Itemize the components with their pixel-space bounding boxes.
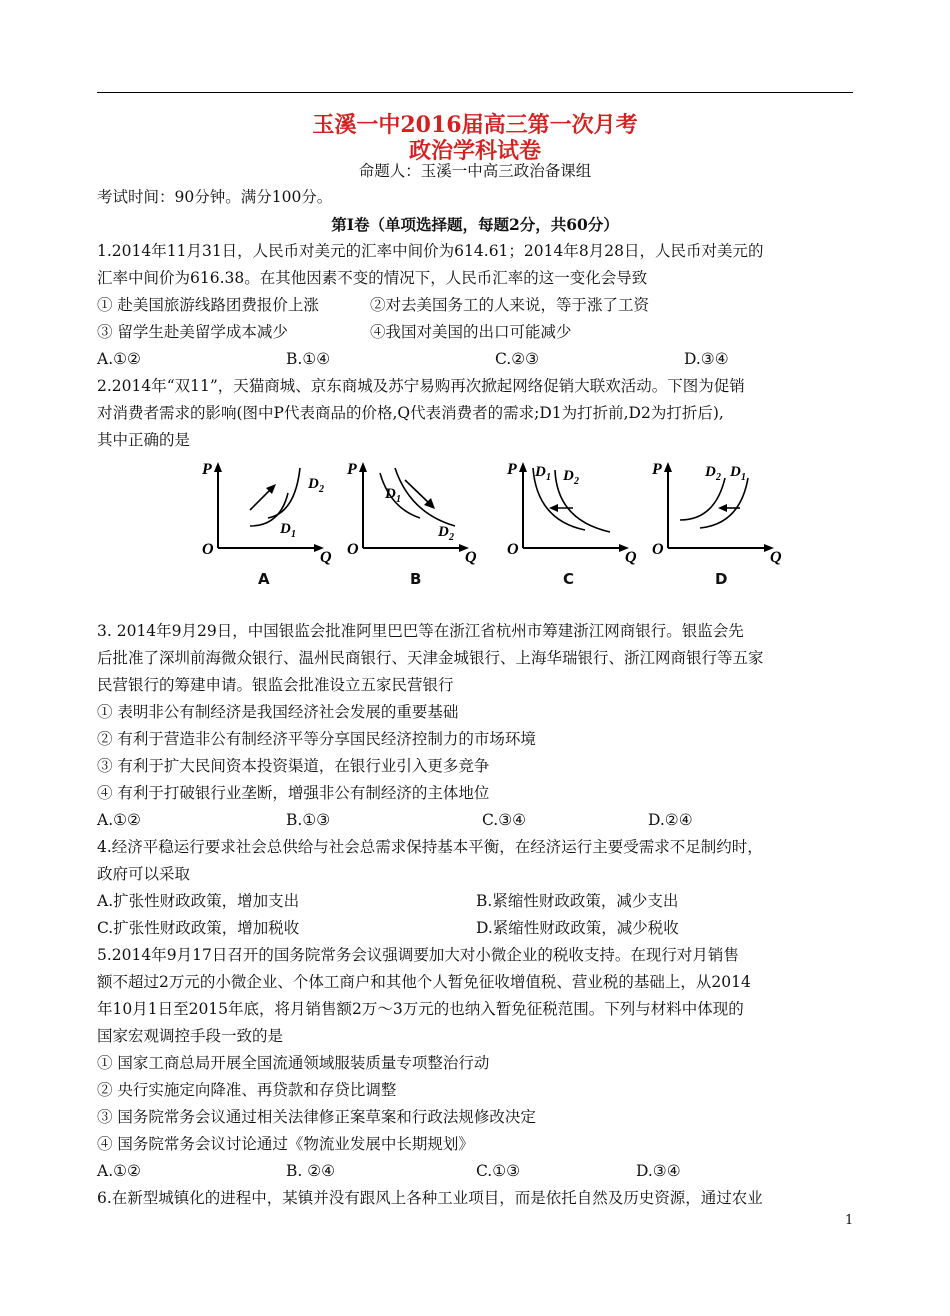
graph-b-label: B (410, 570, 422, 588)
question-5-option-a: A.①② (97, 1162, 141, 1180)
curve-label-sub: 1 (546, 472, 551, 483)
origin-label: O (652, 541, 664, 558)
question-1-option-b: B.①④ (286, 350, 331, 368)
question-1-line: 汇率中间价为616.38。在其他因素不变的情况下，人民币汇率的这一变化会导致 (97, 269, 648, 287)
question-6-line: 6.在新型城镇化的进程中，某镇并没有跟风上各种工业项目，而是依托自然及历史资源，通过农业 (97, 1189, 763, 1207)
demand-graph-d-svg (650, 458, 780, 588)
demand-graph-c (505, 458, 635, 588)
question-4-option-c: C.扩张性财政政策，增加税收 (97, 919, 300, 937)
question-5-item: ② 央行实施定向降准、再贷款和存贷比调整 (97, 1081, 397, 1099)
curve-label-sub: 1 (291, 529, 296, 540)
x-axis-label: Q (320, 549, 332, 566)
question-5-option-c: C.①③ (476, 1162, 521, 1180)
question-4-option-a: A.扩张性财政政策，增加支出 (97, 892, 300, 910)
exam-info: 考试时间：90分钟。满分100分。 (97, 188, 333, 206)
question-4-line: 4.经济平稳运行要求社会总供给与社会总需求保持基本平衡，在经济运行主要受需求不足制约时， (97, 838, 763, 856)
question-2-line: 对消费者需求的影响(图中P代表商品的价格,Q代表消费者的需求;D1为打折前,D2为打折后), (97, 404, 724, 422)
question-1-option-d: D.③④ (684, 350, 729, 368)
question-1-item: ③ 留学生赴美留学成本减少 (97, 323, 288, 341)
question-1-line: 1.2014年11月31日，人民币对美元的汇率中间价为614.61；2014年8月28日，人民币对美元的 (97, 242, 764, 260)
question-1-item: ②对去美国务工的人来说，等于涨了工资 (370, 296, 650, 314)
question-3-option-b: B.①③ (286, 811, 331, 829)
graph-a-label: A (258, 570, 270, 588)
question-2-line: 其中正确的是 (97, 431, 191, 449)
question-3-item: ② 有利于营造非公有制经济平等分享国民经济控制力的市场环境 (97, 730, 536, 748)
question-3-option-c: C.③④ (482, 811, 527, 829)
demand-graph-b (345, 458, 475, 588)
question-4-option-d: D.紧缩性财政政策，减少税收 (476, 919, 679, 937)
demand-graph-b-svg (345, 458, 475, 588)
demand-graph-a-svg (200, 458, 330, 588)
question-5-line: 额不超过2万元的小微企业、个体工商户和其他个人暂免征收增值税、营业税的基础上，从2014 (97, 973, 751, 991)
curve-label-sub: 1 (396, 494, 401, 505)
question-4-option-b: B.紧缩性财政政策，减少支出 (476, 892, 679, 910)
y-axis-label: P (507, 461, 517, 478)
question-5-item: ④ 国务院常务会议讨论通过《物流业发展中长期规划》 (97, 1135, 474, 1153)
origin-label: O (347, 541, 359, 558)
curve-label: D (705, 464, 716, 480)
question-3-item: ③ 有利于扩大民间资本投资渠道，在银行业引入更多竞争 (97, 757, 490, 775)
curve-label-sub: 2 (319, 484, 324, 495)
header-rule (97, 92, 853, 93)
curve-label: D (438, 524, 449, 540)
question-1-option-a: A.①② (97, 350, 141, 368)
curve-label: D (280, 521, 291, 537)
question-5-line: 年10月1日至2015年底，将月销售额2万～3万元的也纳入暂免征税范围。下列与材料中体现的 (97, 1000, 744, 1018)
question-4-line: 政府可以采取 (97, 865, 191, 883)
curve-label: D (730, 464, 741, 480)
question-5-line: 国家宏观调控手段一致的是 (97, 1027, 284, 1045)
section-header: 第Ⅰ卷（单项选择题，每题2分，共60分） (331, 215, 619, 234)
question-3-line: 3. 2014年9月29日，中国银监会批准阿里巴巴等在浙江省杭州市筹建浙江网商银行。银监会先 (97, 622, 744, 640)
question-1-item: ① 赴美国旅游线路团费报价上涨 (97, 296, 319, 314)
graph-d-label: D (715, 570, 728, 588)
question-2-line: 2.2014年“双11”，天猫商城、京东商城及苏宁易购再次掀起网络促销大联欢活动。下图为促销 (97, 377, 745, 395)
origin-label: O (202, 541, 214, 558)
demand-graph-c-svg (505, 458, 635, 588)
question-1-option-c: C.②③ (495, 350, 540, 368)
question-3-line: 后批准了深圳前海微众银行、温州民商银行、天津金城银行、上海华瑞银行、浙江网商银行等五家 (97, 649, 764, 667)
curve-label-sub: 2 (574, 476, 579, 487)
demand-graph-d (650, 458, 780, 588)
x-axis-label: Q (770, 549, 782, 566)
question-3-option-d: D.②④ (648, 811, 693, 829)
curve-label: D (385, 486, 396, 502)
curve-label-sub: 1 (741, 472, 746, 483)
question-3-line: 民营银行的筹建申请。银监会批准设立五家民营银行 (97, 676, 454, 694)
demand-graph-a (200, 458, 330, 588)
exam-title: 玉溪一中2016届高三第一次月考 (312, 112, 638, 138)
question-5-option-d: D.③④ (636, 1162, 681, 1180)
y-axis-label: P (347, 461, 357, 478)
question-5-item: ① 国家工商总局开展全国流通领域服装质量专项整治行动 (97, 1054, 490, 1072)
curve-label-sub: 2 (716, 472, 721, 483)
question-5-option-b: B. ②④ (286, 1162, 336, 1180)
curve-label: D (535, 464, 546, 480)
curve-label-sub: 2 (449, 532, 454, 543)
x-axis-label: Q (625, 549, 637, 566)
graph-c-label: C (563, 570, 575, 588)
y-axis-label: P (202, 461, 212, 478)
exam-subtitle: 政治学科试卷 (408, 138, 541, 164)
x-axis-label: Q (465, 549, 477, 566)
question-3-option-a: A.①② (97, 811, 141, 829)
page-number: 1 (845, 1213, 854, 1228)
author-line: 命题人：玉溪一中高三政治备课组 (358, 162, 592, 180)
question-5-line: 5.2014年9月17日召开的国务院常务会议强调要加大对小微企业的税收支持。在现行对月销售 (97, 946, 739, 964)
question-1-item: ④我国对美国的出口可能减少 (370, 323, 572, 341)
curve-label: D (308, 476, 319, 492)
curve-label: D (563, 468, 574, 484)
question-5-item: ③ 国务院常务会议通过相关法律修正案草案和行政法规修改决定 (97, 1108, 536, 1126)
question-3-item: ① 表明非公有制经济是我国经济社会发展的重要基础 (97, 703, 459, 721)
origin-label: O (507, 541, 519, 558)
question-3-item: ④ 有利于打破银行业垄断，增强非公有制经济的主体地位 (97, 784, 490, 802)
y-axis-label: P (652, 461, 662, 478)
